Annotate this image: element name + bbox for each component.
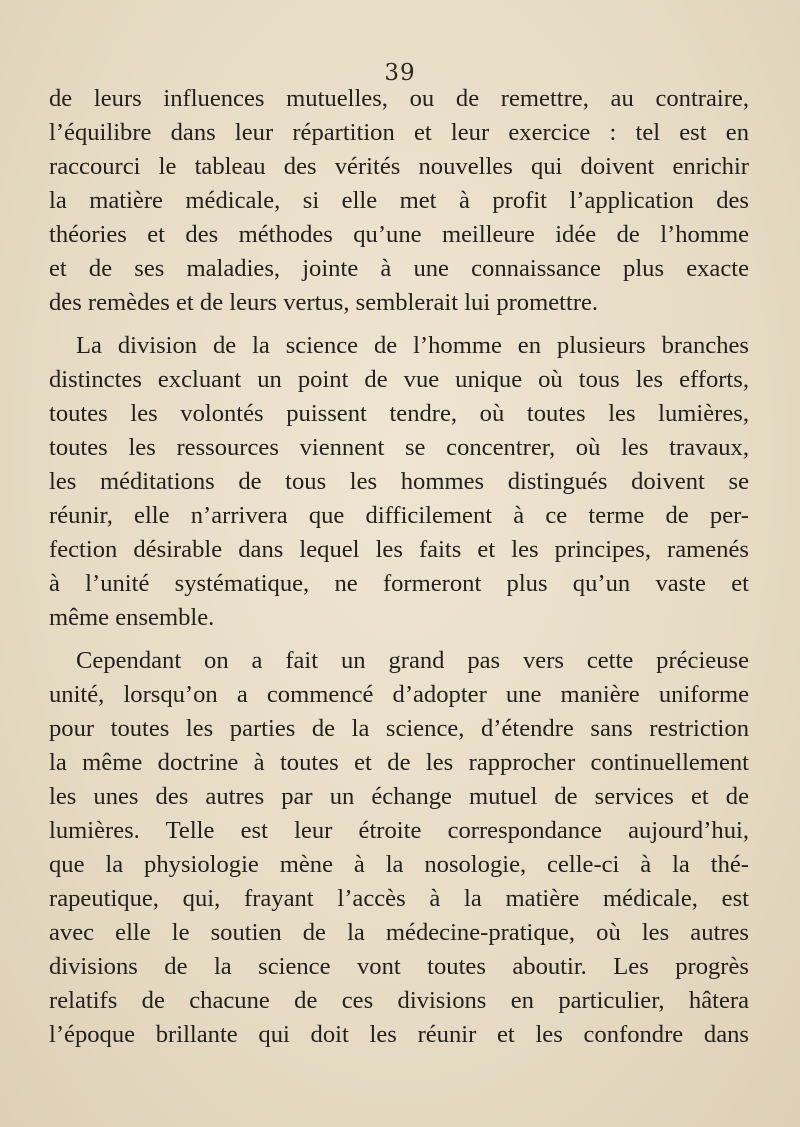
text-line: distinctes excluant un point de vue unique où tous les efforts, bbox=[49, 366, 749, 393]
paragraph-2 bbox=[49, 329, 749, 635]
text-line: à l’unité systématique, ne formeront plus qu’un vaste et bbox=[49, 570, 749, 597]
text-line: même ensemble. bbox=[49, 604, 215, 631]
text-line: rapeutique, qui, frayant l’accès à la matière médicale, est bbox=[49, 885, 749, 912]
text-line: toutes les ressources viennent se concentrer, où les travaux, bbox=[49, 434, 749, 461]
text-line: fection désirable dans lequel les faits et les principes, ramenés bbox=[49, 536, 749, 563]
text-line: pour toutes les parties de la science, d’étendre sans restriction bbox=[49, 715, 749, 742]
body-text bbox=[49, 82, 749, 1052]
text-line: les unes des autres par un échange mutuel de services et de bbox=[49, 783, 749, 810]
text-line: Cependant on a fait un grand pas vers cette précieuse bbox=[76, 647, 749, 674]
text-line: et de ses maladies, jointe à une connaissance plus exacte bbox=[49, 255, 749, 282]
text-line: des remèdes et de leurs vertus, semblerait lui promettre. bbox=[49, 289, 599, 316]
text-line: l’époque brillante qui doit les réunir et les confondre dans bbox=[49, 1021, 749, 1048]
text-line: la matière médicale, si elle met à profit l’application des bbox=[49, 187, 749, 214]
text-line: réunir, elle n’arrivera que difficilement à ce terme de per- bbox=[49, 502, 749, 529]
page-number: 39 bbox=[384, 60, 416, 86]
text-line: les méditations de tous les hommes distingués doivent se bbox=[49, 468, 749, 495]
text-line: la même doctrine à toutes et de les rapprocher continuellement bbox=[49, 749, 749, 776]
text-line: avec elle le soutien de la médecine-pratique, où les autres bbox=[49, 919, 749, 946]
paragraph-1 bbox=[49, 82, 749, 320]
text-line: que la physiologie mène à la nosologie, celle-ci à la thé- bbox=[49, 851, 749, 878]
text-line: La division de la science de l’homme en plusieurs branches bbox=[76, 332, 749, 359]
text-line: l’équilibre dans leur répartition et leur exercice : tel est en bbox=[49, 119, 749, 146]
text-line: lumières. Telle est leur étroite correspondance aujourd’hui, bbox=[49, 817, 749, 844]
text-line: divisions de la science vont toutes aboutir. Les progrès bbox=[49, 953, 749, 980]
text-line: toutes les volontés puissent tendre, où toutes les lumières, bbox=[49, 400, 749, 427]
text-line: théories et des méthodes qu’une meilleure idée de l’homme bbox=[49, 221, 749, 248]
text-line: unité, lorsqu’on a commencé d’adopter une manière uniforme bbox=[49, 681, 749, 708]
paragraph-3 bbox=[49, 644, 749, 1052]
text-line: raccourci le tableau des vérités nouvelles qui doivent enrichir bbox=[49, 153, 749, 180]
text-line: relatifs de chacune de ces divisions en particulier, hâtera bbox=[49, 987, 749, 1014]
text-line: de leurs influences mutuelles, ou de remettre, au contraire, bbox=[49, 85, 749, 112]
